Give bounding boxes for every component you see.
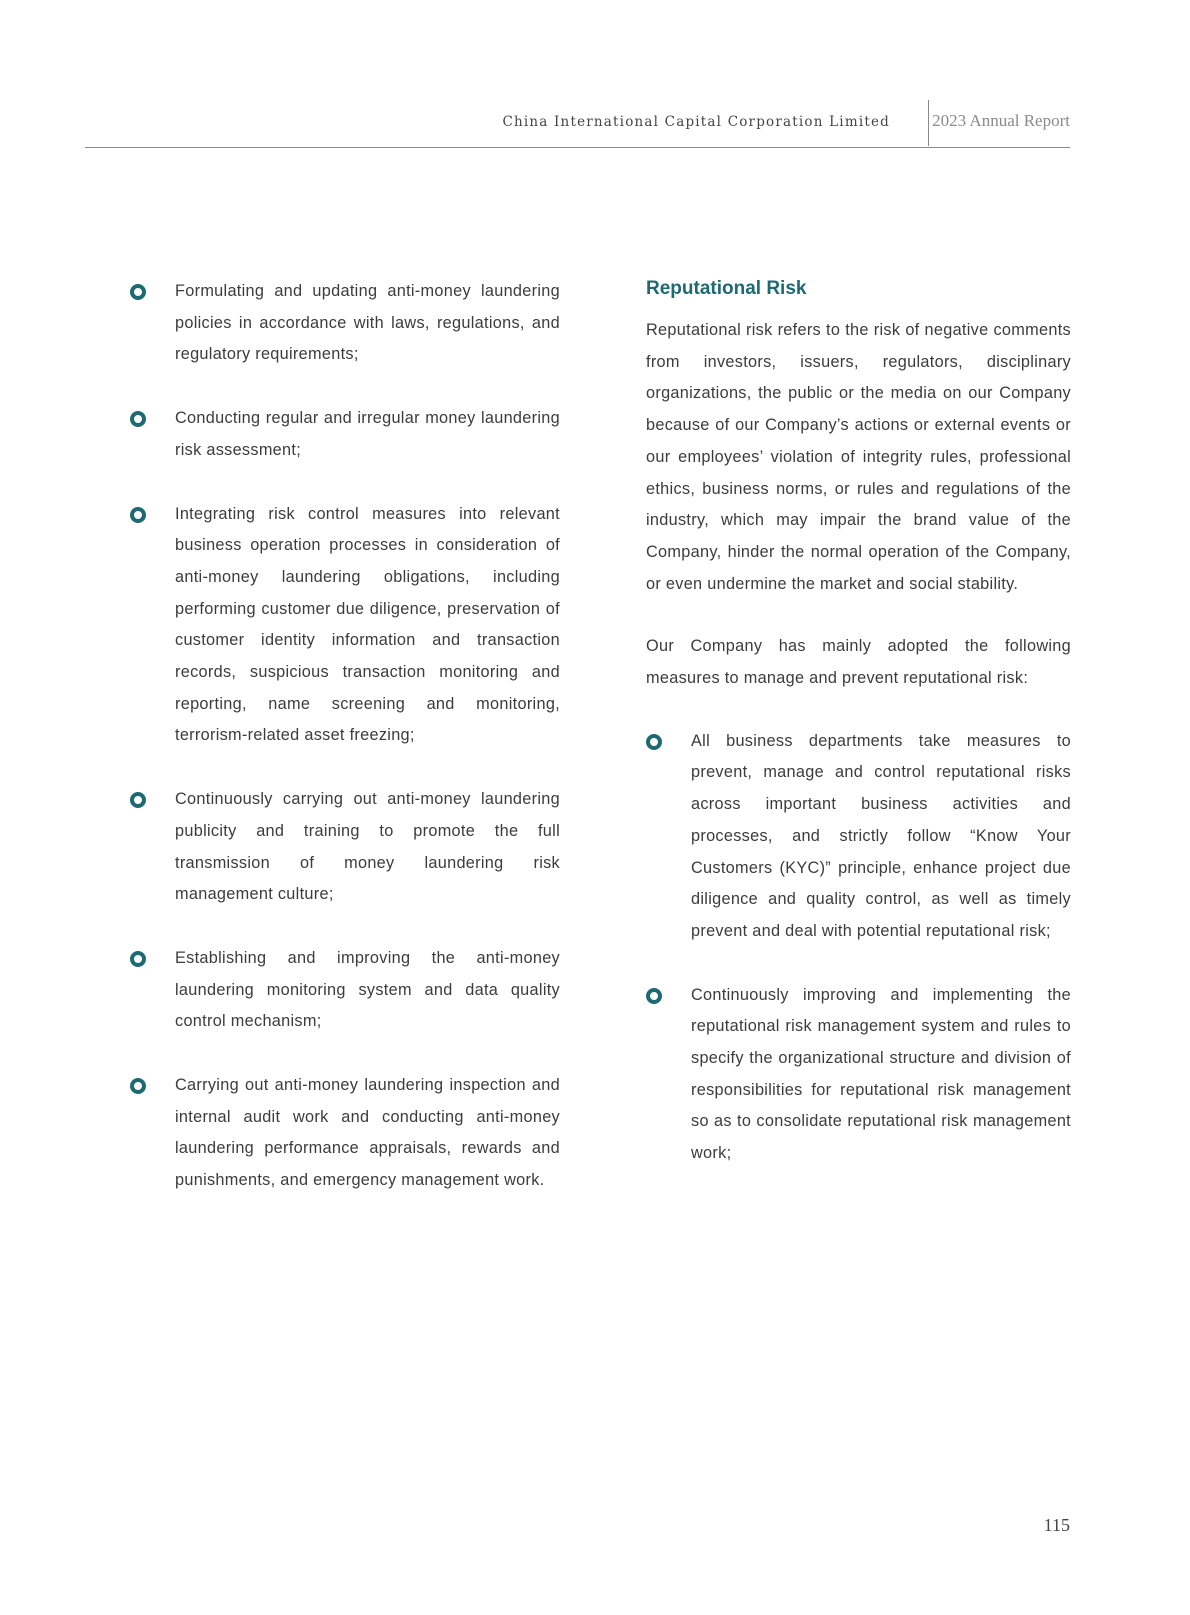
- page-number: 115: [1043, 1515, 1070, 1535]
- header-company-name: China International Capital Corporation Limited: [502, 114, 890, 130]
- page-header: [85, 100, 1070, 148]
- header-divider: [928, 100, 929, 146]
- list-item: [130, 1070, 560, 1197]
- list-item-text: Continuously carrying out anti-money laundering publicity and training to promote the full transmission of money laundering risk management culture;: [175, 790, 560, 904]
- ring-bullet-icon: [130, 792, 146, 808]
- list-item: [646, 726, 1071, 948]
- list-item: [130, 403, 560, 466]
- ring-bullet-icon: [130, 284, 146, 300]
- section-title: Reputational Risk: [646, 278, 807, 299]
- list-item-text: All business departments take measures to prevent, manage and control reputational risks across important business activities and processes, and strictly follow “Know Your Customers (KYC)” principle, enhance project due diligence and quality control, as well as timely prevent and deal with potential reputational risk;: [691, 731, 1071, 940]
- list-item-text: Conducting regular and irregular money laundering risk assessment;: [175, 409, 560, 459]
- ring-bullet-icon: [130, 411, 146, 427]
- bullet-list: [646, 726, 1071, 1170]
- ring-bullet-icon: [130, 951, 146, 967]
- list-item: [130, 784, 560, 911]
- list-item: [130, 943, 560, 1038]
- left-column: [130, 276, 560, 1197]
- ring-bullet-icon: [130, 1078, 146, 1094]
- list-item: [646, 980, 1071, 1170]
- list-item-text: Integrating risk control measures into relevant business operation processes in consideration of anti-money laundering obligations, including performing customer due diligence, preservation of customer identity information and transaction records, suspicious transaction monitoring and reporting, name screening and monitoring, terrorism-related asset freezing;: [175, 504, 560, 745]
- ring-bullet-icon: [130, 507, 146, 523]
- list-item-text: Continuously improving and implementing the reputational risk management system and rules to specify the organizational structure and division of responsibilities for reputational risk management so as to consolidate reputational risk management work;: [691, 985, 1071, 1163]
- list-item-text: Establishing and improving the anti-money laundering monitoring system and data quality control mechanism;: [175, 948, 560, 1031]
- list-item-text: Carrying out anti-money laundering inspection and internal audit work and conducting anti-money laundering performance appraisals, rewards and punishments, and emergency management work.: [175, 1076, 560, 1190]
- paragraph: Reputational risk refers to the risk of negative comments from investors, issuers, regulators, disciplinary organizations, the public or the media on our Company because of our Company’s actions or external events or our employees’ violation of integrity rules, professional ethics, business norms, or rules and regulations of the industry, which may impair the brand value of the Company, hinder the normal operation of the Company, or even undermine the market and social stability.: [646, 321, 1071, 593]
- paragraph: Our Company has mainly adopted the following measures to manage and prevent reputational risk:: [646, 637, 1071, 688]
- header-report-title: 2023 Annual Report: [932, 111, 1070, 130]
- list-item-text: Formulating and updating anti-money laundering policies in accordance with laws, regulations, and regulatory requirements;: [175, 282, 560, 364]
- list-item: [130, 499, 560, 753]
- ring-bullet-icon: [646, 734, 662, 750]
- ring-bullet-icon: [646, 988, 662, 1004]
- list-item: [130, 276, 560, 371]
- right-column: [646, 276, 1071, 1202]
